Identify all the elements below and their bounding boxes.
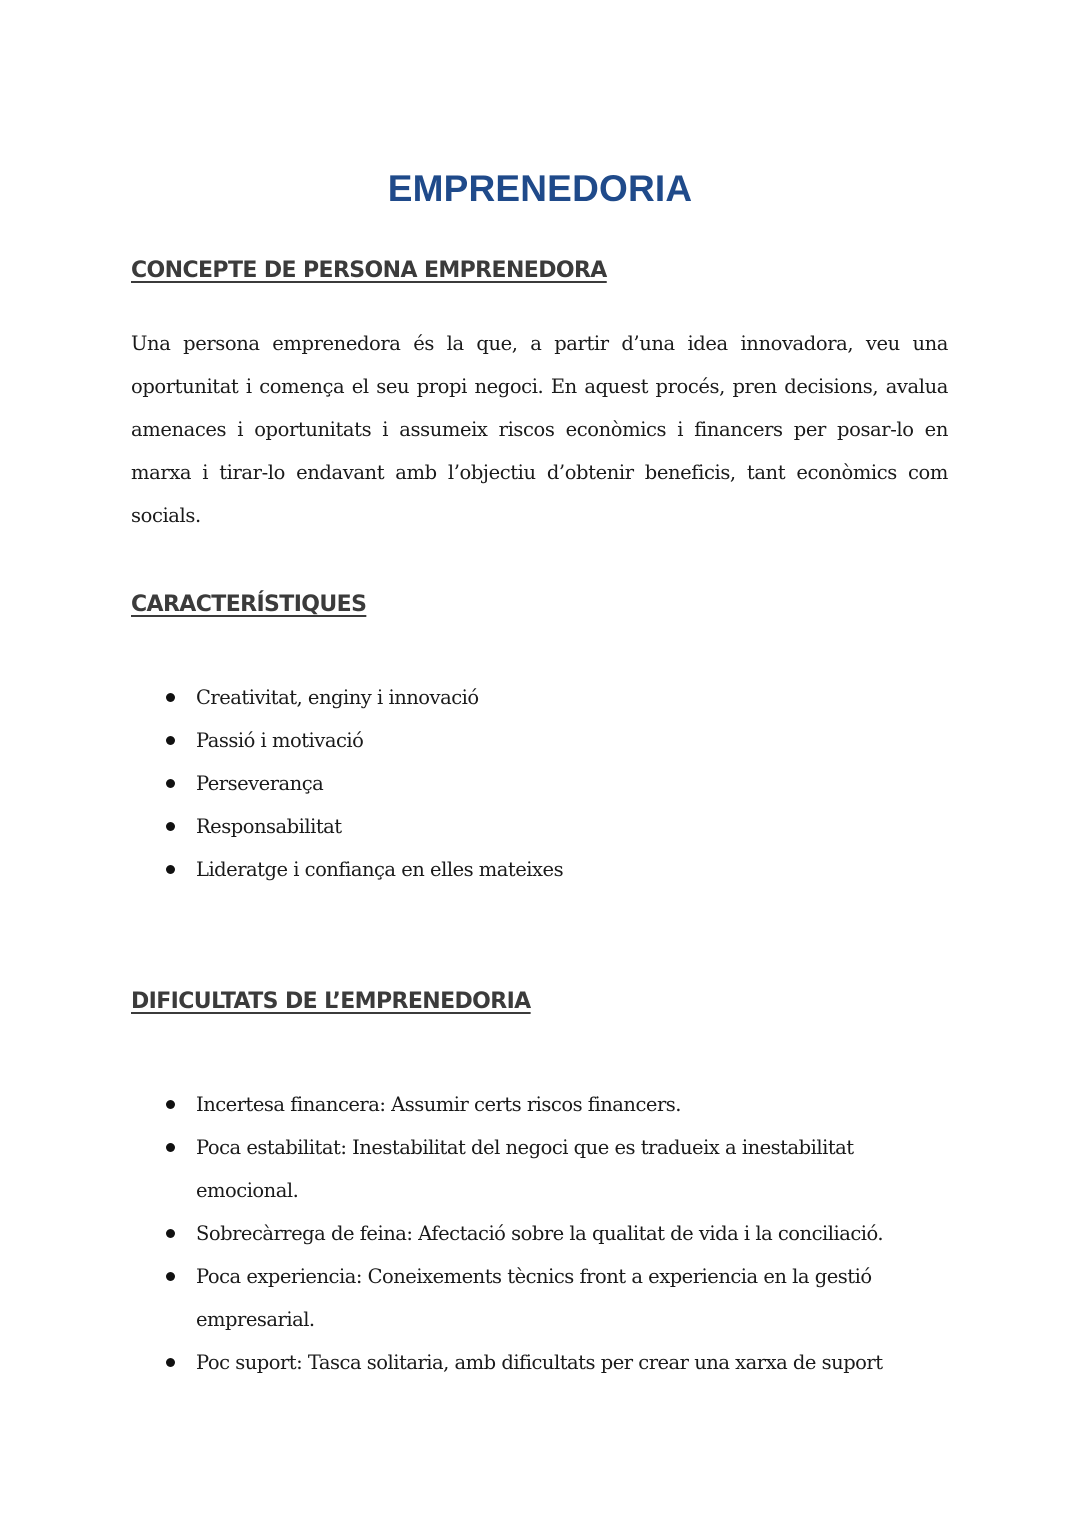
characteristics-list xyxy=(131,676,961,891)
list-item xyxy=(131,762,961,805)
list-item xyxy=(131,805,961,848)
list-item-text: Incertesa financera: Assumir certs riscos financers. xyxy=(196,1093,681,1116)
section-heading-concept: CONCEPTE DE PERSONA EMPRENEDORA xyxy=(131,258,607,283)
list-item xyxy=(131,848,961,891)
list-item xyxy=(131,1126,961,1212)
section-heading-characteristics: CARACTERÍSTIQUES xyxy=(131,592,367,617)
list-item-text: Perseverança xyxy=(196,772,324,795)
document-title: EMPRENEDORIA xyxy=(387,168,693,209)
bullet-icon xyxy=(166,736,175,745)
list-item xyxy=(131,1083,961,1126)
list-item-text: Creativitat, enginy i innovació xyxy=(196,686,479,709)
list-item-text: Sobrecàrrega de feina: Afectació sobre la qualitat de vida i la conciliació. xyxy=(196,1222,884,1245)
bullet-icon xyxy=(166,1143,175,1152)
list-item-text: Responsabilitat xyxy=(196,815,342,838)
bullet-icon xyxy=(166,1272,175,1281)
list-item-text: Poca experiencia: Coneixements tècnics front a experiencia en la gestió empresarial. xyxy=(196,1265,872,1331)
list-item xyxy=(131,676,961,719)
concept-paragraph: Una persona emprenedora és la que, a partir d’una idea innovadora, veu una oportunitat i comença el seu propi negoci. En aquest procés, pren decisions, avalua amenaces i oportunitats i assumeix riscos econòmics i financers per posar-lo en marxa i tirar-lo endavant amb l’objectiu d’obtenir beneficis, tant econòmics com socials. xyxy=(131,332,948,527)
list-item-text: Passió i motivació xyxy=(196,729,364,752)
bullet-icon xyxy=(166,1229,175,1238)
section-heading-difficulties: DIFICULTATS DE L’EMPRENEDORIA xyxy=(131,989,531,1014)
bullet-icon xyxy=(166,1100,175,1109)
bullet-icon xyxy=(166,865,175,874)
list-item xyxy=(131,1212,961,1255)
bullet-icon xyxy=(166,779,175,788)
bullet-icon xyxy=(166,693,175,702)
bullet-icon xyxy=(166,822,175,831)
list-item xyxy=(131,1341,961,1384)
bullet-icon xyxy=(166,1358,175,1367)
list-item xyxy=(131,1255,961,1341)
list-item-text: Poca estabilitat: Inestabilitat del negoci que es tradueix a inestabilitat emocional. xyxy=(196,1136,854,1202)
list-item-text: Lideratge i confiança en elles mateixes xyxy=(196,858,564,881)
difficulties-list xyxy=(131,1083,961,1384)
list-item-text: Poc suport: Tasca solitaria, amb dificultats per crear una xarxa de suport xyxy=(196,1351,883,1374)
list-item xyxy=(131,719,961,762)
